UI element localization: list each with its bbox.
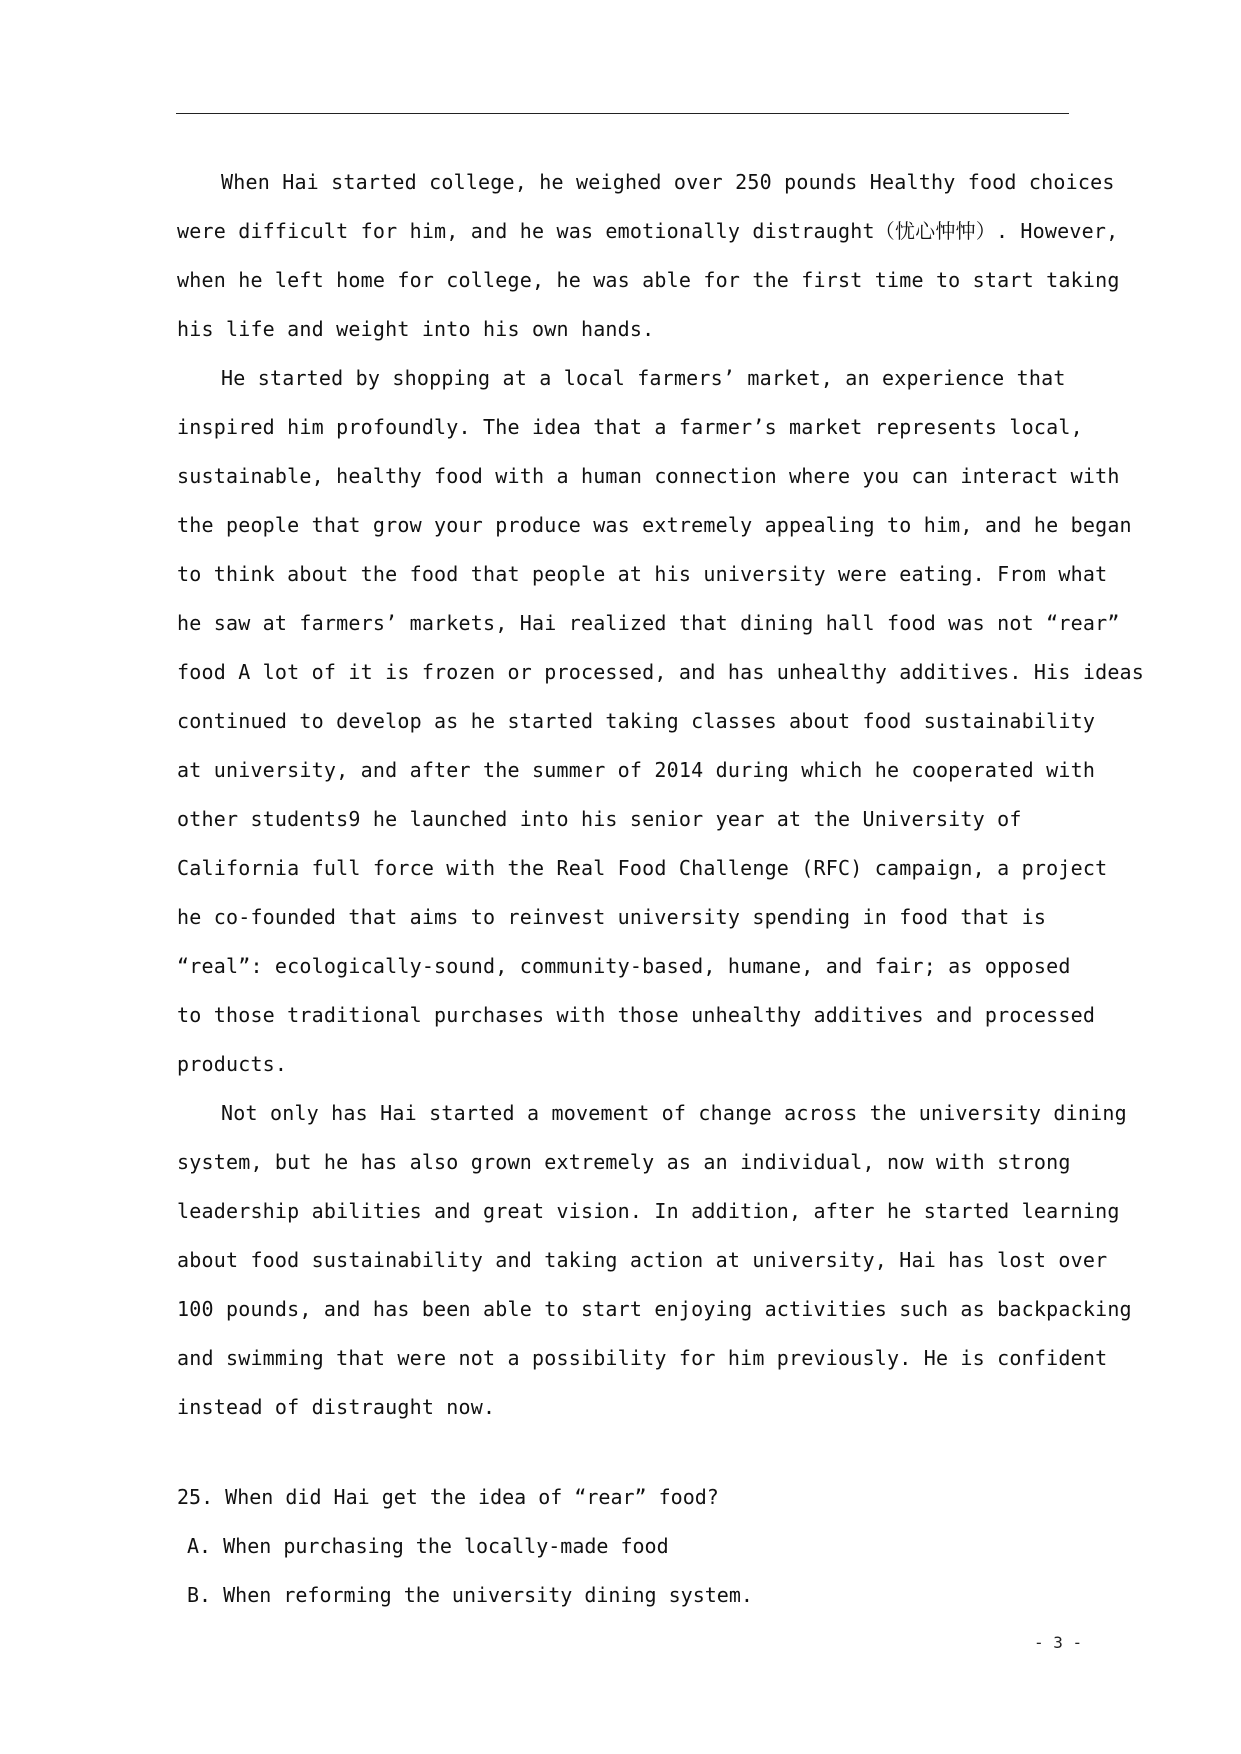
paragraph-line: inspired him profoundly. The idea that a farmer’s market represents local, <box>177 415 1083 439</box>
paragraph-line: he saw at farmers’ markets, Hai realized that dining hall food was not “rear” <box>177 611 1120 635</box>
header-rule <box>176 113 1069 114</box>
option-b: B. When reforming the university dining system. <box>187 1583 753 1607</box>
paragraph-3 <box>177 1089 1132 1432</box>
paragraph-line: his life and weight into his own hands. <box>177 317 655 341</box>
paragraph-line: to those traditional purchases with those unhealthy additives and processed <box>177 1003 1096 1027</box>
paragraph-line: Not only has Hai started a movement of change across the university dining <box>221 1101 1127 1125</box>
passage <box>177 158 1145 1432</box>
paragraph-line: instead of distraught now. <box>177 1395 496 1419</box>
paragraph-line: about food sustainability and taking action at university, Hai has lost over <box>177 1248 1108 1272</box>
paragraph-line: continued to develop as he started taking classes about food sustainability <box>177 709 1096 733</box>
paragraph-line: he co-founded that aims to reinvest university spending in food that is <box>177 905 1047 929</box>
paragraph-line: other students9 he launched into his senior year at the University of <box>177 807 1022 831</box>
page-number: - 3 - <box>1034 1633 1083 1652</box>
question-25 <box>177 1473 1077 1620</box>
paragraph-line: “real”: ecologically-sound, community-based, humane, and fair; as opposed <box>177 954 1071 978</box>
paragraph-line: 100 pounds, and has been able to start enjoying activities such as backpacking <box>177 1297 1132 1321</box>
paragraph-line: system, but he has also grown extremely as an individual, now with strong <box>177 1150 1071 1174</box>
paragraph-1 <box>177 158 1120 354</box>
paragraph-line: He started by shopping at a local farmers’ market, an experience that <box>221 366 1066 390</box>
paragraph-line: food A lot of it is frozen or processed, and has unhealthy additives. His ideas <box>177 660 1145 684</box>
paragraph-line: at university, and after the summer of 2014 during which he cooperated with <box>177 758 1096 782</box>
paragraph-line: When Hai started college, he weighed over 250 pounds Healthy food choices <box>221 170 1115 194</box>
paragraph-line: products. <box>177 1052 288 1076</box>
paragraph-line: to think about the food that people at his university were eating. From what <box>177 562 1108 586</box>
paragraph-line: when he left home for college, he was able for the first time to start taking <box>177 268 1120 292</box>
paragraph-line: were difficult for him, and he was emotionally distraught（忧心忡忡）. However, <box>177 219 1119 243</box>
paragraph-line: California full force with the Real Food Challenge (RFC) campaign, a project <box>177 856 1108 880</box>
question-stem: 25. When did Hai get the idea of “rear” food? <box>177 1485 719 1509</box>
paragraph-line: and swimming that were not a possibility for him previously. He is confident <box>177 1346 1108 1370</box>
paragraph-line: sustainable, healthy food with a human connection where you can interact with <box>177 464 1120 488</box>
paragraph-2 <box>177 354 1145 1089</box>
paragraph-line: the people that grow your produce was extremely appealing to him, and he began <box>177 513 1132 537</box>
paragraph-line: leadership abilities and great vision. In addition, after he started learning <box>177 1199 1120 1223</box>
option-a: A. When purchasing the locally-made food <box>187 1534 669 1558</box>
